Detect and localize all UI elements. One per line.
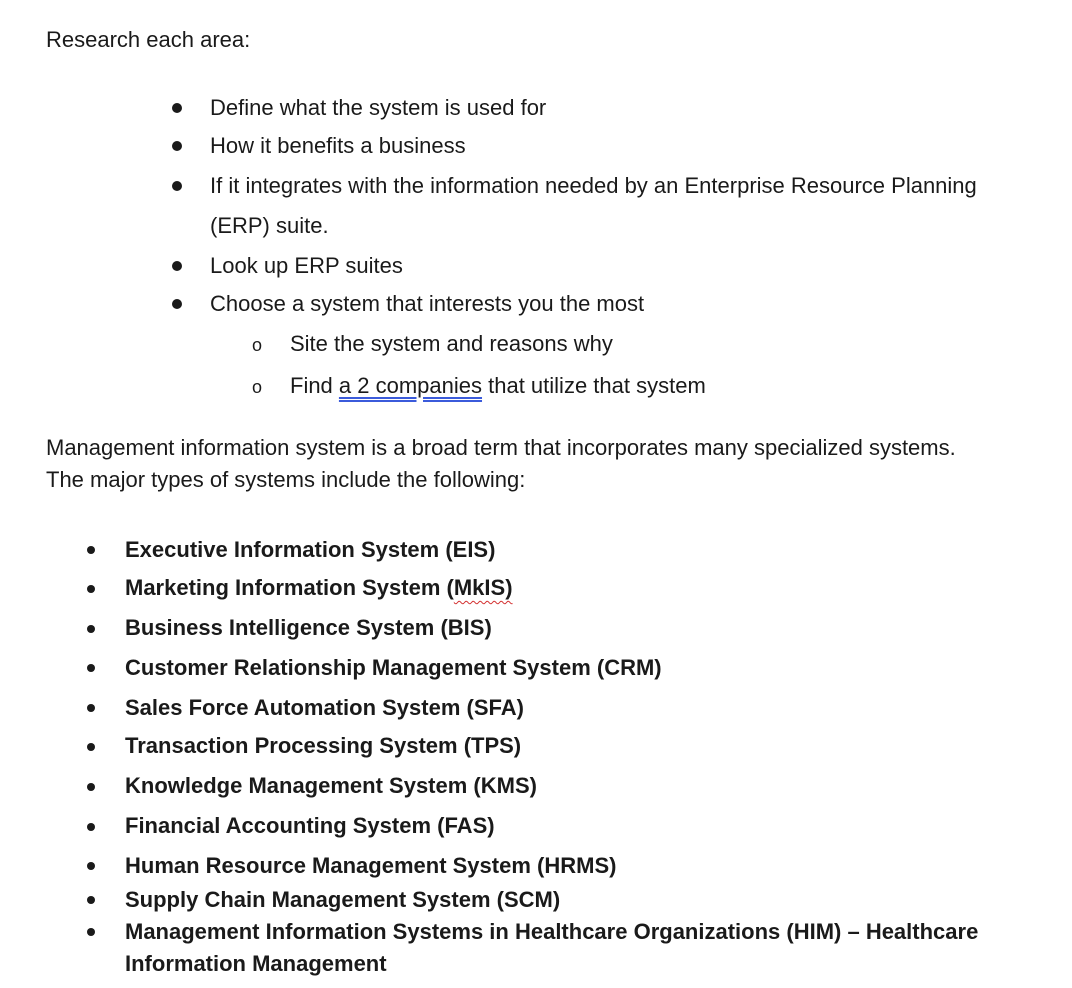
task-item: How it benefits a business [210,133,466,158]
bullet-icon [87,862,95,870]
bullet-icon [87,664,95,672]
system-item: Customer Relationship Management System (CRM) [125,655,662,680]
system-item: Business Intelligence System (BIS) [125,615,492,640]
task-item: If it integrates with the information needed by an Enterprise Resource Planning [210,173,977,198]
bullet-icon [87,743,95,751]
system-item: Human Resource Management System (HRMS) [125,853,617,878]
subtask-item [290,372,706,400]
subtask-text: that utilize that system [482,373,706,398]
system-item: Executive Information System (EIS) [125,537,496,562]
task-item: Look up ERP suites [210,253,403,278]
circle-bullet-icon: o [252,335,263,355]
bullet-icon [87,823,95,831]
system-item: Supply Chain Management System (SCM) [125,887,561,912]
task-item: Define what the system is used for [210,95,547,120]
bullet-icon [87,585,95,593]
research-heading: Research each area: [46,27,251,52]
system-item-text: Marketing Information System ( [125,575,454,600]
subtask-text: Find [290,373,339,398]
bullet-icon [172,181,182,191]
bullet-icon [87,625,95,633]
task-item: Choose a system that interests you the most [210,291,645,316]
bullet-icon [87,928,95,936]
system-item-continuation: Information Management [125,951,387,976]
system-item: Management Information Systems in Healthcare Organizations (HIM) – Healthcare [125,919,979,944]
intro-line: The major types of systems include the following: [46,467,526,492]
system-item: Transaction Processing System (TPS) [125,733,522,758]
system-item: Financial Accounting System (FAS) [125,813,495,838]
bullet-icon [87,783,95,791]
system-item: Knowledge Management System (KMS) [125,773,537,798]
bullet-icon [172,261,182,271]
bullet-icon [87,896,95,904]
bullet-icon [172,141,182,151]
bullet-icon [87,546,95,554]
bullet-icon [87,704,95,712]
intro-line: Management information system is a broad term that incorporates many specialized systems. [46,435,956,460]
circle-bullet-icon: o [252,377,263,397]
system-item [125,574,513,602]
system-item: Sales Force Automation System (SFA) [125,695,524,720]
subtask-item: Site the system and reasons why [290,331,613,356]
bullet-icon [172,299,182,309]
spelling-flagged-text[interactable]: MkIS) [453,575,513,600]
task-item-continuation: (ERP) suite. [210,213,329,238]
bullet-icon [172,103,182,113]
grammar-flagged-text[interactable]: a 2 companies [338,373,483,398]
